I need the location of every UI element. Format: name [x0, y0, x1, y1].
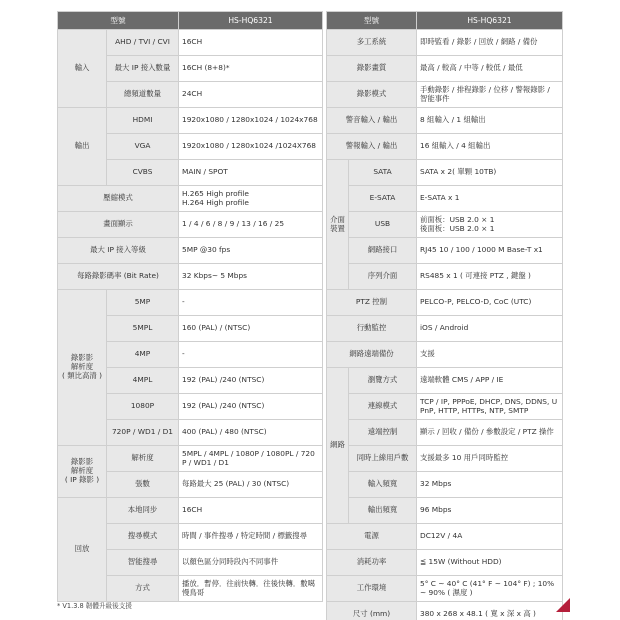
spec-label: VGA	[107, 134, 179, 160]
spec-value: 手動錄影 / 排程錄影 / 位移 / 警報錄影 / 智能事件	[417, 82, 563, 108]
spec-label: 1080P	[107, 394, 179, 420]
spec-value: TCP / IP, PPPoE, DHCP, DNS, DDNS, UPnP, HTTP, HTTPs, NTP, SMTP	[417, 394, 563, 420]
group-line: 解析度	[70, 362, 94, 372]
spec-value: 16CH (8+8)*	[179, 56, 323, 82]
spec-value: 24CH	[179, 82, 323, 108]
group-line: 錄影影	[70, 353, 94, 363]
spec-value: 8 組輸入 / 1 組輸出	[417, 108, 563, 134]
spec-label: HDMI	[107, 108, 179, 134]
group-line: ( IP 錄影 )	[64, 474, 100, 484]
spec-value: 5MPL / 4MPL / 1080P / 1080PL / 720P / WD1 / D1	[179, 446, 323, 472]
usb-rear: 後面板：USB 2.0 × 1	[420, 223, 495, 233]
spec-label: 方式	[107, 576, 179, 602]
spec-value: 時間 / 事件搜尋 / 特定時間 / 標籤搜尋	[179, 524, 323, 550]
spec-label: 電源	[327, 524, 417, 550]
group-line: 解析度	[70, 466, 94, 476]
spec-label: 多工系統	[327, 30, 417, 56]
spec-label-mobile: 行動監控	[327, 316, 417, 342]
spec-value: 16CH	[179, 30, 323, 56]
spec-value: 1920x1080 / 1280x1024 / 1024x768	[179, 108, 323, 134]
spec-value-mobile: iOS / Android	[417, 316, 563, 342]
spec-value: -	[179, 290, 323, 316]
spec-label: 連線模式	[349, 394, 417, 420]
spec-value-usb	[417, 212, 563, 238]
spec-label: 4MPL	[107, 368, 179, 394]
spec-value: -	[179, 342, 323, 368]
spec-label: 本地同步	[107, 498, 179, 524]
spec-value-max-ip: 5MP @30 fps	[179, 238, 323, 264]
spec-value: ≦ 15W (Without HDD)	[417, 550, 563, 576]
spec-value: 支援最多 10 用戶同時監控	[417, 446, 563, 472]
spec-value: 96 Mbps	[417, 498, 563, 524]
spec-value: 1920x1080 / 1280x1024 /1024X768	[179, 134, 323, 160]
header-model-name: HS-HQ6321	[179, 12, 323, 30]
spec-label: 720P / WD1 / D1	[107, 420, 179, 446]
header-model-label: 型號	[327, 12, 417, 30]
group-playback: 回放	[58, 498, 107, 602]
spec-value: MAIN / SPOT	[179, 160, 323, 186]
footnote: * V1.3.8 韌體升級後支援	[57, 602, 132, 610]
spec-value-display: 1 / 4 / 6 / 8 / 9 / 13 / 16 / 25	[179, 212, 323, 238]
spec-value: 每路最大 25 (PAL) / 30 (NTSC)	[179, 472, 323, 498]
group-line: 介面	[330, 214, 345, 224]
spec-label: 輸入頻寬	[349, 472, 417, 498]
compression-line-1: H.265 High profile	[182, 188, 249, 198]
spec-label: 警音輸入 / 輸出	[327, 108, 417, 134]
group-network: 網路	[327, 368, 349, 524]
spec-value: 380 x 268 x 48.1 ( 寬 x 深 x 高 )	[417, 602, 563, 620]
spec-label: 輸出頻寬	[349, 498, 417, 524]
spec-label: 解析度	[107, 446, 179, 472]
spec-label: 工作環境	[327, 576, 417, 602]
group-video-input: 輸入	[58, 30, 107, 108]
spec-label: USB	[349, 212, 417, 238]
spec-label: 智能搜尋	[107, 550, 179, 576]
spec-label: 5MP	[107, 290, 179, 316]
group-resolution-ip	[58, 446, 107, 498]
spec-value: 16CH	[179, 498, 323, 524]
spec-label: 張數	[107, 472, 179, 498]
spec-value-compression	[179, 186, 323, 212]
spec-label: E-SATA	[349, 186, 417, 212]
usb-front: 前面板：USB 2.0 × 1	[420, 214, 495, 224]
spec-value: SATA x 2( 單顆 10TB)	[417, 160, 563, 186]
spec-label: 消耗功率	[327, 550, 417, 576]
group-line: 裝置	[330, 223, 345, 233]
spec-value: 顯示 / 回收 / 備份 / 參數設定 / PTZ 操作	[417, 420, 563, 446]
spec-label: 搜尋模式	[107, 524, 179, 550]
group-interface	[327, 160, 349, 290]
group-video-output: 輸出	[58, 108, 107, 186]
spec-label: 瀏覽方式	[349, 368, 417, 394]
spec-label: 遠端控制	[349, 420, 417, 446]
spec-value: RS485 x 1 ( 可連接 PTZ , 鍵盤 )	[417, 264, 563, 290]
spec-label: 錄影畫質	[327, 56, 417, 82]
spec-label-bitrate: 每路錄影碼率 (Bit Rate)	[58, 264, 179, 290]
spec-label: 序列介面	[349, 264, 417, 290]
spec-value: 5° C ~ 40° C (41° F ~ 104° F) ; 10%~ 90% ( 濕度 )	[417, 576, 563, 602]
spec-value: 即時監看 / 錄影 / 回放 / 網路 / 備份	[417, 30, 563, 56]
spec-table-left	[57, 11, 323, 602]
spec-value: 遠端軟體 CMS / APP / IE	[417, 368, 563, 394]
spec-label: 總頻道數量	[107, 82, 179, 108]
spec-label: 最大 IP 接入數量	[107, 56, 179, 82]
spec-label: AHD / TVI / CVI	[107, 30, 179, 56]
group-line: 錄影影	[70, 457, 94, 467]
spec-label-ptz: PTZ 控制	[327, 290, 417, 316]
spec-label-display: 畫面顯示	[58, 212, 179, 238]
spec-value: DC12V / 4A	[417, 524, 563, 550]
spec-value: 最高 / 較高 / 中等 / 較低 / 最低	[417, 56, 563, 82]
spec-label: CVBS	[107, 160, 179, 186]
spec-value: 400 (PAL) / 480 (NTSC)	[179, 420, 323, 446]
spec-value-bitrate: 32 Kbps~ 5 Mbps	[179, 264, 323, 290]
spec-label: 4MP	[107, 342, 179, 368]
corner-triangle-icon	[556, 598, 570, 612]
spec-label: SATA	[349, 160, 417, 186]
spec-label: 尺寸 (mm)	[327, 602, 417, 620]
spec-label-max-ip: 最大 IP 接入等級	[58, 238, 179, 264]
group-resolution-analog	[58, 290, 107, 446]
spec-value: E-SATA x 1	[417, 186, 563, 212]
spec-value: 160 (PAL) / (NTSC)	[179, 316, 323, 342]
spec-table-right	[326, 11, 563, 620]
spec-label: 錄影模式	[327, 82, 417, 108]
spec-value: RJ45 10 / 100 / 1000 M Base-T x1	[417, 238, 563, 264]
spec-label-backup: 網路遠端備份	[327, 342, 417, 368]
spec-value: 以顏色區分同時段內不同事件	[179, 550, 323, 576]
header-model-label: 型號	[58, 12, 179, 30]
spec-label: 5MPL	[107, 316, 179, 342]
spec-label: 網路接口	[349, 238, 417, 264]
spec-label-compression: 壓縮模式	[58, 186, 179, 212]
spec-value-backup: 支援	[417, 342, 563, 368]
spec-value: 16 組輸入 / 4 組輸出	[417, 134, 563, 160]
group-line: ( 類比高清 )	[61, 370, 103, 380]
compression-line-2: H.264 High profile	[182, 197, 249, 207]
spec-value: 32 Mbps	[417, 472, 563, 498]
header-model-name: HS-HQ6321	[417, 12, 563, 30]
spec-value: 播放．暫停．往前快轉．往後快轉．數噶慢鳥哥	[179, 576, 323, 602]
spec-value: 192 (PAL) /240 (NTSC)	[179, 368, 323, 394]
spec-label: 同時上線用戶數	[349, 446, 417, 472]
spec-value-ptz: PELCO-P, PELCO-D, CoC (UTC)	[417, 290, 563, 316]
spec-label: 警報輸入 / 輸出	[327, 134, 417, 160]
spec-value: 192 (PAL) /240 (NTSC)	[179, 394, 323, 420]
